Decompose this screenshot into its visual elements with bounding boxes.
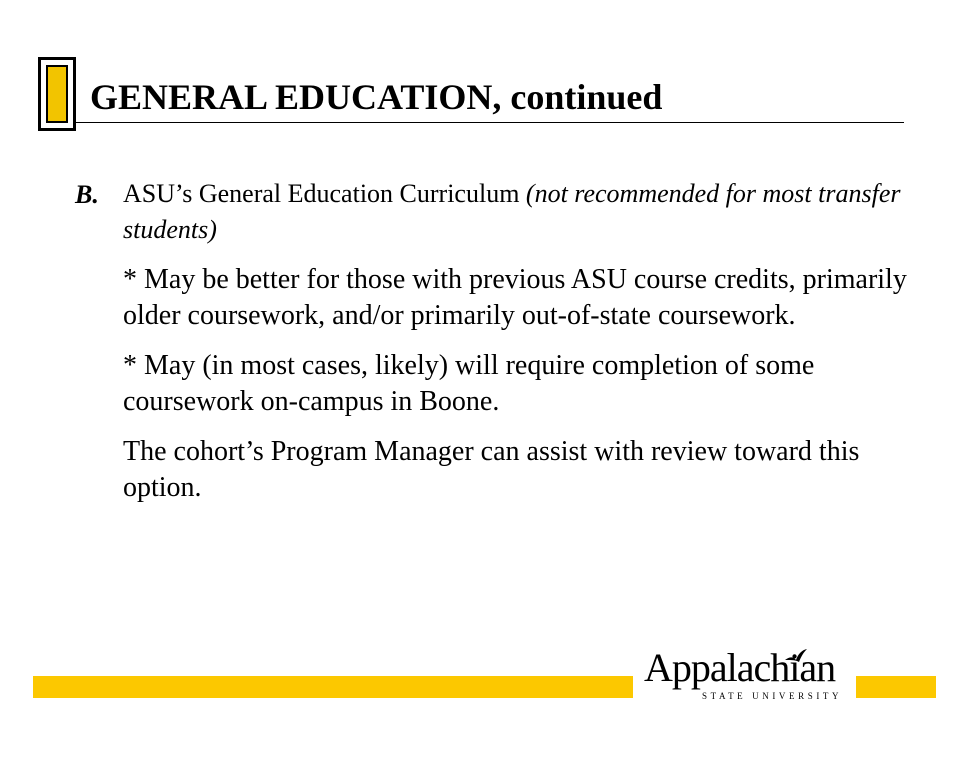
logo-wordmark: Appalachian [644, 645, 836, 690]
list-item [75, 176, 915, 520]
paragraph-3: The cohort’s Program Manager can assist with review toward this option. [123, 436, 860, 503]
item-heading-text: ASU’s General Education Curriculum [123, 179, 526, 208]
item-heading [123, 176, 913, 248]
footer-bar-right [856, 676, 936, 698]
item-letter: B. [75, 180, 99, 209]
title-bar-icon [38, 57, 76, 131]
appalachian-logo [642, 646, 842, 708]
logo-subtitle: STATE UNIVERSITY [702, 691, 843, 701]
item-content [123, 176, 913, 520]
bird-icon [784, 648, 808, 668]
item-note: (not recommended for most transfer students) [123, 179, 901, 244]
page-title: GENERAL EDUCATION, continued [90, 77, 663, 117]
footer-bar-left [33, 676, 633, 698]
paragraph-2: * May (in most cases, likely) will require completion of some coursework on-campus in Boone. [123, 350, 815, 417]
title-underline [76, 122, 904, 123]
content-body [75, 176, 915, 520]
paragraph-1: * May be better for those with previous ASU course credits, primarily older coursework, and/or primarily out-of-state coursework. [123, 264, 907, 331]
